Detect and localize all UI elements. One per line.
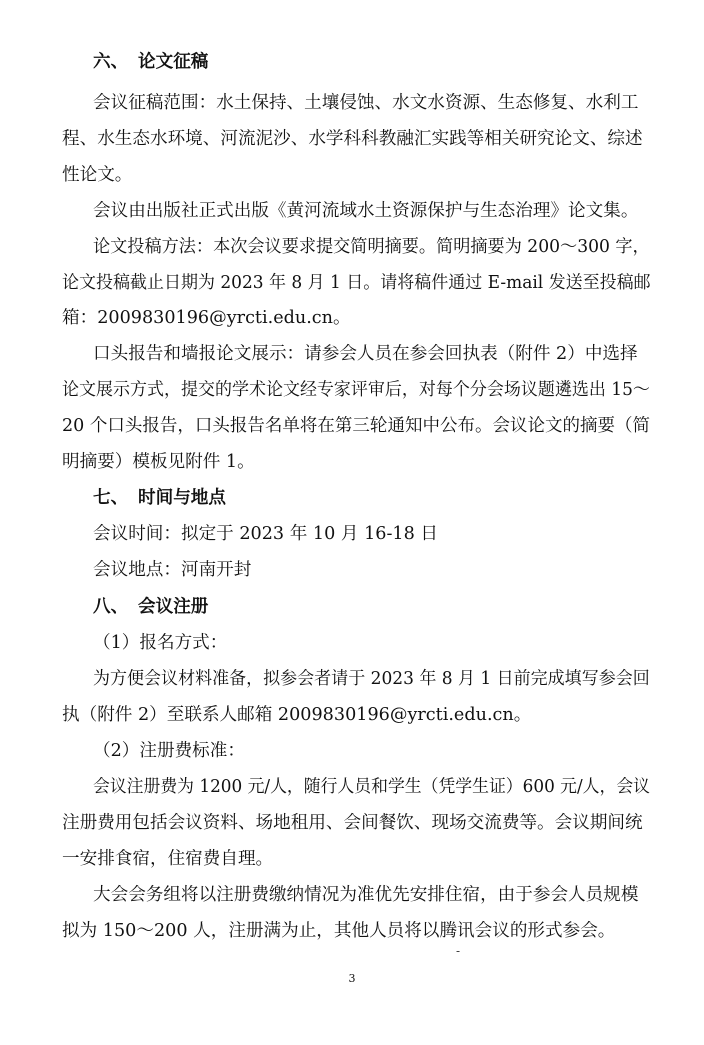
paragraph-line: 会议由出版社正式出版《黄河流域水土资源保护与生态治理》论文集。 (93, 201, 639, 221)
paragraph-line: 拟为 150～200 人，注册满为止，其他人员将以腾讯会议的形式参会。 (62, 921, 616, 941)
paragraph-line: 论文投稿截止日期为 2023 年 8 月 1 日。请将稿件通过 E-mail 发送至投稿邮 (62, 273, 651, 293)
paragraph-line: 箱：2009830196@yrcti.edu.cn。 (62, 308, 351, 328)
section-number: 七、 (93, 488, 129, 508)
paragraph-line: 会议征稿范围：水土保持、土壤侵蚀、水文水资源、生态修复、水利工 (93, 93, 639, 113)
section-title: 会议注册 (138, 597, 209, 617)
paragraph-line: 20 个口头报告，口头报告名单将在第三轮通知中公布。会议论文的摘要（简 (62, 416, 651, 436)
paragraph-line: （1）报名方式： (93, 633, 228, 653)
paragraph-line: 明摘要）模板见附件 1。 (62, 452, 255, 472)
page-mark: - (456, 944, 461, 958)
section-number: 六、 (93, 52, 129, 72)
section-title: 论文征稿 (138, 52, 209, 72)
paragraph-line: 一安排食宿，住宿费自理。 (62, 849, 274, 869)
paragraph-line: 论文投稿方法：本次会议要求提交简明摘要。简明摘要为 200～300 字， (93, 237, 650, 257)
paragraph-line: 执（附件 2）至联系人邮箱 2009830196@yrcti.edu.cn。 (62, 705, 532, 725)
section-title: 时间与地点 (138, 488, 226, 508)
paragraph-line: 大会会务组将以注册费缴纳情况为准优先安排住宿，由于参会人员规模 (93, 885, 639, 905)
paragraph-line: 为方便会议材料准备，拟参会者请于 2023 年 8 月 1 日前完成填写参会回 (93, 669, 650, 689)
paragraph-line: 会议地点：河南开封 (93, 560, 252, 580)
page-number: 3 (348, 972, 356, 985)
paragraph-line: 性论文。 (62, 165, 133, 185)
section-number: 八、 (93, 597, 129, 617)
paragraph-line: 会议注册费为 1200 元/人，随行人员和学生（凭学生证）600 元/人，会议 (93, 777, 651, 797)
paragraph-line: 注册费用包括会议资料、场地租用、会间餐饮、现场交流费等。会议期间统 (62, 813, 643, 833)
paragraph-line: 口头报告和墙报论文展示：请参会人员在参会回执表（附件 2）中选择 (93, 344, 638, 364)
paragraph-line: （2）注册费标准： (93, 741, 245, 761)
paragraph-line: 论文展示方式，提交的学术论文经专家评审后，对每个分会场议题遴选出 15～ (62, 380, 650, 400)
paragraph-line: 会议时间：拟定于 2023 年 10 月 16-18 日 (93, 524, 438, 544)
paragraph-line: 程、水生态水环境、河流泥沙、水学科科教融汇实践等相关研究论文、综述 (62, 129, 643, 149)
